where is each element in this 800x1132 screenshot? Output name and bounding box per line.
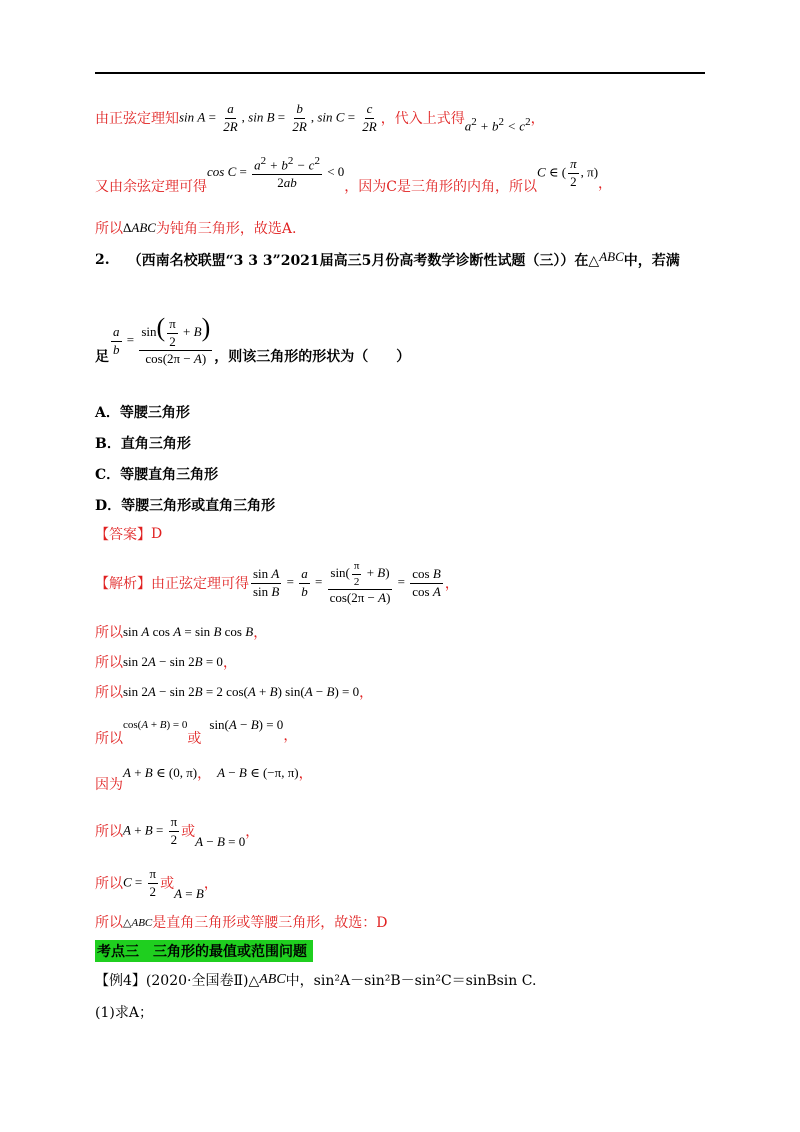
question-number: 2. (95, 252, 110, 268)
analysis-line-2: 所以 sin A cos A = sin B cos B ， (95, 624, 268, 641)
option-b: B．直角三角形 (95, 436, 191, 452)
text: 或 (160, 876, 175, 892)
option-d: D．等腰三角形或直角三角形 (95, 498, 276, 514)
text: 足 (95, 349, 109, 366)
formula-diff-range: A − B ∈ (−π, π) (217, 765, 299, 780)
example-text-tail: 中，sin²A－sin²B－sin²C＝sinBsin C. (285, 973, 537, 989)
text: 所以 (95, 915, 123, 931)
formula-step-1: sin A cos A = sin B cos B (123, 624, 254, 639)
analysis-line-5: 所以 cos(A + B) = 0 或 sin(A − B) = 0 ， (95, 717, 298, 747)
analysis-line-8: 所以 C = $\frac{\pi}{2}$ 或 A = B ， (95, 865, 218, 901)
analysis-line-7: 所以 A + B = $\frac{\pi}{2}$ 或 A − B = 0 ， (95, 813, 260, 849)
formula-step-2: sin 2A − sin 2B = 0 (123, 654, 223, 669)
formula-cos-zero: cos(A + B) = 0 (123, 719, 188, 731)
text: ，因为C是三角形的内角，所以 (344, 179, 537, 195)
formula-cosine-law: cos C = $\frac{a^2 + b^2 - c^2}{2ab}$ < 0 (207, 154, 345, 191)
answer-value: D (151, 526, 163, 542)
text: ，代入上式得 (380, 111, 465, 128)
text: 所以 (95, 655, 123, 671)
example-4 (95, 970, 536, 990)
formula-abc-2: ABC (259, 972, 286, 987)
formula-sum-range: A + B ∈ (0, π) (123, 765, 198, 780)
text: 由正弦定理知 (95, 111, 179, 128)
text: 或 (181, 824, 196, 840)
formula-c-range: C ∈ ( $\frac{\pi}{2}$ , π) (537, 155, 599, 189)
text: 所以 (95, 685, 123, 701)
text: 由正弦定理可得 (151, 576, 249, 593)
header-rule (95, 72, 705, 74)
formula-c-half-pi: C = $\frac{\pi}{2}$ (123, 865, 157, 899)
text: 所以 (95, 731, 123, 747)
example-label: 【例4】 (95, 973, 146, 989)
analysis-line-1: 【解析】 由正弦定理可得 $\frac{\text{sin A}}{\text{sin B}}$ = $\frac{a}{b}$ = sin( $\frac{\pi}{2}$ + B) cos(2π − A) = $\frac{\text{cos B}}{\text{cos A}}$ ， (95, 560, 459, 606)
text: 所以 (95, 876, 123, 892)
solution-line-1: 由正弦定理知 sin A = $\frac{a}{2R}$ , sin B = $\frac{b}{2R}$ , sin C = $\frac{c}{2R}$ ，代入上式得 $a^2 + b^2 < c^2$ ， (95, 101, 545, 134)
text: 或 (187, 731, 202, 747)
question-source: （西南名校联盟“3 3 3”2021届高三5月份高考数学诊断性试题（三））在△ (127, 253, 600, 269)
question-2-condition (95, 315, 410, 367)
formula-triangle-2: △ABC (123, 916, 153, 929)
formula-sin-zero: sin(A − B) = 0 (209, 717, 284, 732)
section-title: 考点三 三角形的最值或范围问题 (95, 940, 313, 962)
formula-diff-zero: A − B = 0 (195, 834, 246, 849)
example-q1 (95, 1002, 153, 1022)
formula-sine-law: sin A = $\frac{a}{2R}$ , sin B = $\frac{b}{2R}$ , sin C = $\frac{c}{2R}$ (179, 101, 377, 134)
formula-ratio: $\frac{\text{sin A}}{\text{sin B}}$ = $\frac{a}{b}$ = sin( $\frac{\pi}{2}$ + B) cos(2π − A) = $\frac{\text{cos B}}{\text{cos A}}$ (253, 560, 441, 606)
answer-label: 【答案】 (95, 527, 151, 543)
formula-sum-half-pi: A + B = $\frac{\pi}{2}$ (123, 813, 178, 847)
section-heading (95, 940, 313, 962)
analysis-line-6: 因为 A + B ∈ (0, π) ， A − B ∈ (−π, π) ， (95, 765, 313, 793)
text: 为钝角三角形，故选A. (155, 221, 297, 237)
question-2-heading (95, 250, 680, 270)
solution-line-3 (95, 218, 297, 238)
solution-line-2: 又由余弦定理可得 cos C = $\frac{a^2 + b^2 - c^2}{2ab}$ < 0 ，因为C是三角形的内角，所以 C ∈ ( $\frac{\pi}{2}$ , π) ， (95, 154, 613, 195)
text: 因为 (95, 777, 123, 793)
text: ，则该三角形的形状为（ ） (214, 349, 411, 366)
analysis-line-3: 所以 sin 2A − sin 2B = 0 ， (95, 654, 237, 671)
analysis-line-9 (95, 912, 387, 932)
answer-line (95, 524, 162, 544)
text: 又由余弦定理可得 (95, 179, 207, 195)
text: 中，若满 (623, 253, 680, 269)
text: 所以 (95, 824, 123, 840)
text: 所以 (95, 221, 123, 237)
example-question-1: (1)求A； (95, 1005, 153, 1021)
option-a: A．等腰三角形 (95, 405, 190, 421)
analysis-label: 【解析】 (95, 576, 151, 593)
option-c: C．等腰直角三角形 (95, 467, 219, 483)
text: 是直角三角形或等腰三角形，故选：D (152, 915, 388, 931)
formula-abc: ABC (599, 249, 624, 264)
formula-triangle: ΔABC (123, 220, 156, 235)
formula-condition: $\frac{a}{b}$ = sin( $\frac{\pi}{2}$ + B) cos(2π − A) (113, 313, 211, 367)
formula-step-3: sin 2A − sin 2B = 2 cos(A + B) sin(A − B) = 0 (123, 684, 360, 699)
formula-a-eq-b: A = B (174, 886, 204, 901)
example-text: (2020·全国卷Ⅱ)△ (145, 973, 260, 989)
formula-inequality: $a^2 + b^2 < c^2$ (464, 116, 531, 134)
analysis-line-4: 所以 sin 2A − sin 2B = 2 cos(A + B) sin(A − B) = 0 ， (95, 684, 374, 701)
text: 所以 (95, 625, 123, 641)
